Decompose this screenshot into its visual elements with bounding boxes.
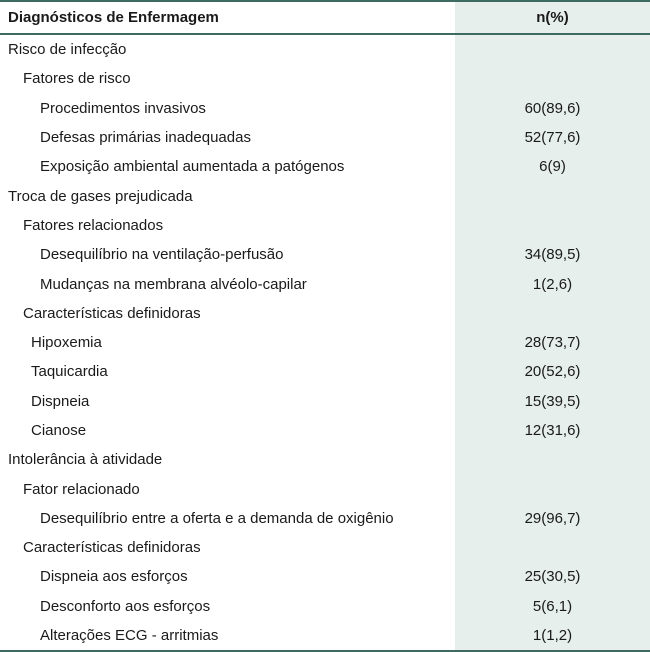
row-label: Dispneia bbox=[31, 392, 90, 410]
table-row bbox=[0, 504, 650, 533]
row-label: Fatores de risco bbox=[23, 70, 131, 88]
row-label: Desconforto aos esforços bbox=[40, 597, 211, 615]
row-label: Exposição ambiental aumentada a patógenos bbox=[40, 158, 345, 176]
table-row bbox=[0, 445, 650, 474]
table-row bbox=[0, 211, 650, 240]
row-label: Dispneia aos esforços bbox=[40, 568, 188, 586]
table-row bbox=[0, 474, 650, 503]
table-row bbox=[0, 533, 650, 562]
table-row bbox=[0, 592, 650, 621]
row-label: Mudanças na membrana alvéolo-capilar bbox=[40, 275, 307, 293]
table-row bbox=[0, 152, 650, 181]
row-label: Risco de infecção bbox=[8, 41, 127, 59]
header-diagnoses: Diagnósticos de Enfermagem bbox=[8, 9, 219, 26]
row-label: Alterações ECG - arritmias bbox=[40, 627, 219, 645]
row-value: 52(77,6) bbox=[524, 129, 581, 147]
table-row bbox=[0, 562, 650, 591]
row-value: 29(96,7) bbox=[524, 509, 581, 527]
table-row bbox=[0, 299, 650, 328]
row-label: Procedimentos invasivos bbox=[40, 99, 206, 117]
table-body bbox=[0, 35, 650, 650]
row-value: 1(2,6) bbox=[532, 275, 573, 293]
row-value: 20(52,6) bbox=[524, 363, 581, 381]
row-value: 15(39,5) bbox=[524, 392, 581, 410]
row-label: Troca de gases prejudicada bbox=[8, 187, 193, 205]
row-label: Desequilíbrio entre a oferta e a demanda de oxigênio bbox=[40, 509, 394, 527]
row-value: 12(31,6) bbox=[524, 422, 581, 439]
table-row bbox=[0, 387, 650, 416]
table-row bbox=[0, 269, 650, 298]
table-row bbox=[0, 240, 650, 269]
row-value: 5(6,1) bbox=[532, 597, 573, 615]
table-row bbox=[0, 123, 650, 152]
table-row bbox=[0, 357, 650, 386]
row-value: 6(9) bbox=[539, 158, 566, 176]
row-label: Fator relacionado bbox=[23, 480, 140, 498]
table-row bbox=[0, 35, 650, 64]
row-value: 34(89,5) bbox=[524, 246, 581, 264]
table-row bbox=[0, 416, 650, 445]
table-row bbox=[0, 328, 650, 357]
row-value: 25(30,5) bbox=[524, 568, 581, 586]
table-row bbox=[0, 94, 650, 123]
header-count-percent: n(%) bbox=[536, 9, 569, 26]
row-label: Características definidoras bbox=[23, 539, 201, 557]
row-label: Intolerância à atividade bbox=[8, 451, 163, 469]
row-label: Defesas primárias inadequadas bbox=[40, 129, 251, 147]
row-value: 28(73,7) bbox=[524, 334, 581, 352]
row-label: Desequilíbrio na ventilação-perfusão bbox=[40, 246, 284, 264]
table-row bbox=[0, 621, 650, 650]
row-value: 1(1,2) bbox=[532, 627, 573, 645]
table-row bbox=[0, 181, 650, 210]
row-label: Cianose bbox=[31, 422, 87, 439]
row-label: Taquicardia bbox=[31, 363, 108, 381]
table-row bbox=[0, 64, 650, 93]
row-label: Fatores relacionados bbox=[23, 216, 164, 234]
table-header bbox=[0, 2, 650, 35]
row-label: Características definidoras bbox=[23, 304, 201, 322]
row-value: 60(89,6) bbox=[524, 99, 581, 117]
row-label: Hipoxemia bbox=[31, 334, 102, 352]
